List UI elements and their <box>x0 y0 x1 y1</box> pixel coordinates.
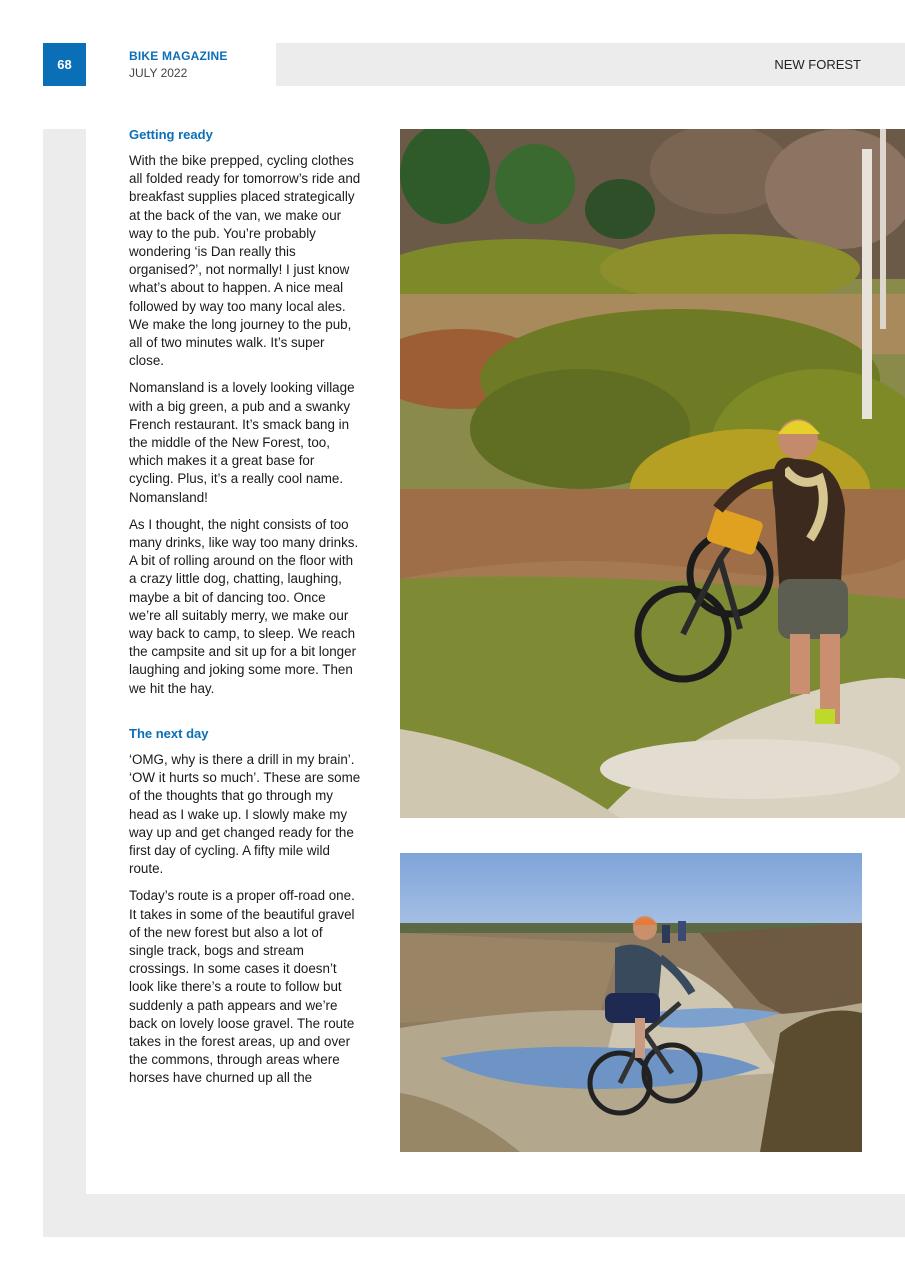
subheading-next-day: The next day <box>129 725 209 741</box>
paragraph: With the bike prepped, cycling clothes all folded ready for tomorrow’s ride and breakfast supplies placed strategically at the back of the van, we make our way to the pub. You’re probably wondering ‘is Dan really this organised?’, not normally! I just know what’s about to happen. A nice meal followed by way too many local ales. We make the long journey to the pub, all of two minutes walk. It’s super close. <box>129 153 361 369</box>
magazine-issue-date: JULY 2022 <box>129 66 188 80</box>
paragraph: ‘OMG, why is there a drill in my brain’. ‘OW it hurts so much’. These are some of the thoughts that go through my head as I wake up. I slowly make my way up and get changed ready for the first day of cycling. A fifty mile wild route. <box>129 751 361 877</box>
page-frame-bottom <box>43 1194 905 1237</box>
paragraph: Nomansland is a lovely looking village with a big green, a pub and a swanky French restaurant. It’s smack bang in the middle of the New Forest, too, which makes it a great base for cycling. Plus, it’s a really cool name. Nomansland! <box>129 380 355 505</box>
section-title: NEW FOREST <box>774 57 861 72</box>
page-number: 68 <box>43 43 86 86</box>
article-body <box>129 126 361 1097</box>
paragraph: Today’s route is a proper off-road one. It takes in some of the beautiful gravel of the new forest but also a lot of single track, bogs and stream crossings. In some cases it doesn’t look like there’s a route to follow but suddenly a path appears and we’re back on lovely loose gravel. The route takes in the forest areas, up and over the commons, through areas where horses have churned up all the <box>129 888 355 1086</box>
page-frame-left <box>43 129 86 1237</box>
photo-cyclist-pushing-bike <box>400 129 905 818</box>
header-bar <box>276 43 905 86</box>
magazine-title: BIKE MAGAZINE <box>129 49 228 63</box>
photo-cyclist-puddle <box>400 853 862 1152</box>
subheading-getting-ready: Getting ready <box>129 127 213 142</box>
paragraph: As I thought, the night consists of too many drinks, like way too many drinks. A bit of rolling around on the floor with a crazy little dog, chatting, laughing, maybe a bit of dancing too. Once we’re all suitably merry, we make our way back to camp, to sleep. We reach the campsite and sit up for a bit longer laughing and joking some more. Then we hit the hay. <box>129 516 359 696</box>
